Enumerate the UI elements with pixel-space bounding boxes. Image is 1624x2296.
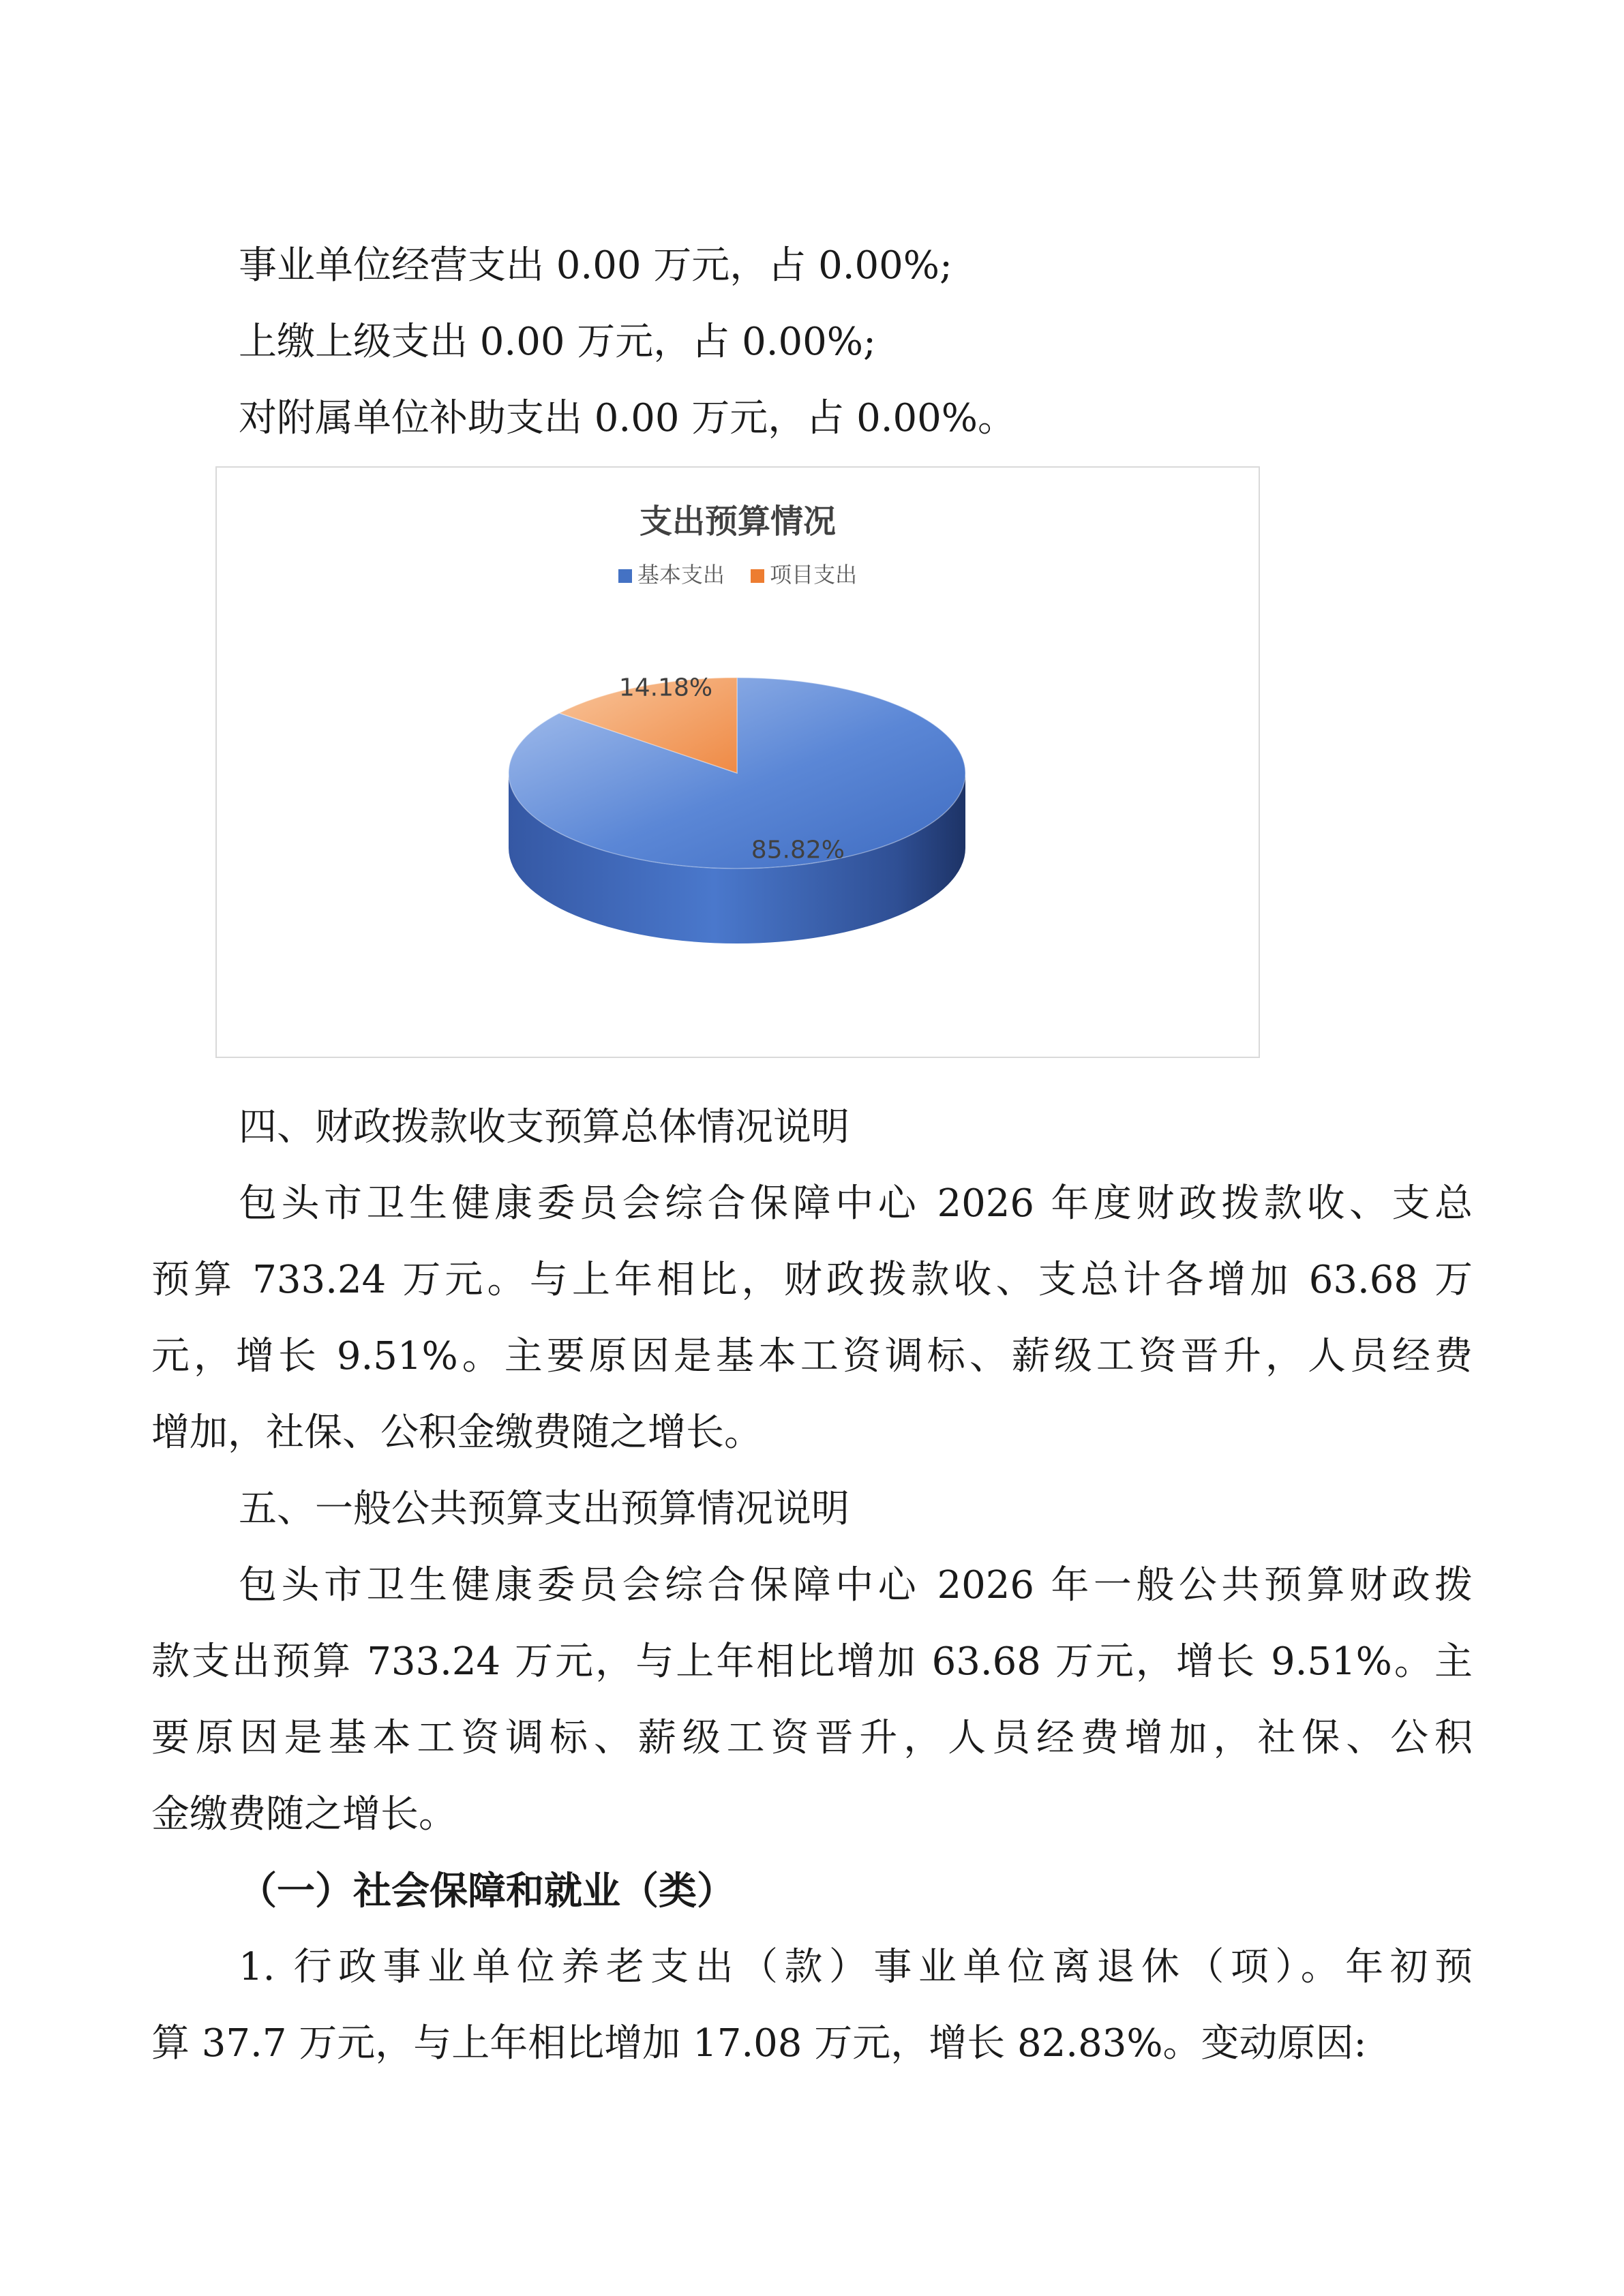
paragraph-line: 预算 733.24 万元。与上年相比，财政拨款收、支总计各增加 63.68 万 <box>151 1258 1473 1302</box>
subsection-heading: （一）社会保障和就业（类） <box>239 1869 735 1914</box>
paragraph-line: 上缴上级支出 0.00 万元，占 0.00%; <box>239 320 876 364</box>
paragraph-line: 包头市卫生健康委员会综合保障中心 2026 年一般公共预算财政拨 <box>239 1563 1473 1607</box>
pie-data-label-0: 85.82% <box>751 836 845 864</box>
paragraph-line: 元，增长 9.51%。主要原因是基本工资调标、薪级工资晋升，人员经费 <box>151 1334 1473 1378</box>
section-heading: 四、财政拨款收支预算总体情况说明 <box>239 1105 849 1149</box>
legend-label: 项目支出 <box>770 562 858 588</box>
pie-svg <box>217 468 1259 1057</box>
paragraph-line: 包头市卫生健康委员会综合保障中心 2026 年度财政拨款收、支总 <box>239 1181 1473 1226</box>
paragraph-line: 算 37.7 万元，与上年相比增加 17.08 万元，增长 82.83%。变动原因: <box>151 2021 1367 2066</box>
paragraph-line: 要原因是基本工资调标、薪级工资晋升，人员经费增加，社保、公积 <box>151 1716 1473 1760</box>
legend-label: 基本支出 <box>637 562 725 588</box>
section-heading: 五、一般公共预算支出预算情况说明 <box>239 1487 849 1531</box>
paragraph-line: 对附属单位补助支出 0.00 万元，占 0.00%。 <box>239 396 1016 440</box>
paragraph-line: 增加，社保、公积金缴费随之增长。 <box>151 1410 762 1455</box>
paragraph-line: 事业单位经营支出 0.00 万元，占 0.00%; <box>239 243 952 288</box>
expense-budget-pie-chart <box>215 466 1260 1058</box>
paragraph-line: 金缴费随之增长。 <box>151 1792 457 1837</box>
paragraph-line: 1. 行政事业单位养老支出（款）事业单位离退休（项）。年初预 <box>239 1945 1473 1989</box>
chart-title: 支出预算情况 <box>639 502 836 541</box>
paragraph-line: 款支出预算 733.24 万元，与上年相比增加 63.68 万元，增长 9.51%。主 <box>151 1640 1473 1684</box>
pie-data-label-1: 14.18% <box>618 674 713 702</box>
